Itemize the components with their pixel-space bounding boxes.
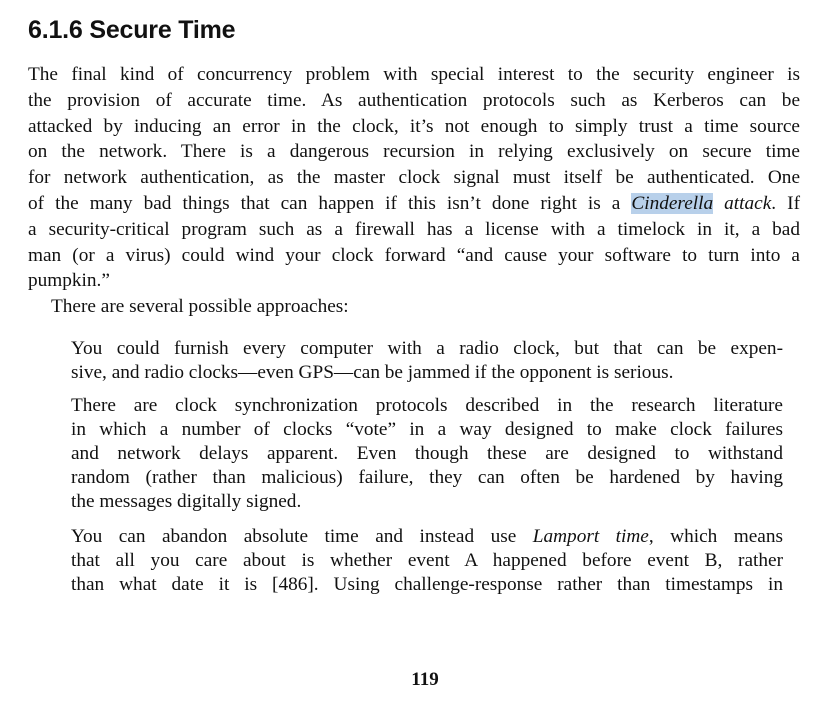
text-line: that all you care about is whether event A happened before event B, rather: [71, 550, 783, 571]
text-line: attacked by inducing an error in the clock, it’s not enough to simply trust a time source: [28, 115, 800, 137]
approach-item-radio-clock: [71, 337, 783, 385]
text-line: the provision of accurate time. As authentication protocols such as Kerberos can be: [28, 89, 800, 111]
italic-term-attack: attack: [713, 192, 772, 214]
text-line: and network delays apparent. Even though these are designed to withstand: [71, 443, 783, 464]
text-line: sive, and radio clocks—even GPS—can be jammed if the opponent is serious.: [71, 362, 674, 383]
section-heading: 6.1.6 Secure Time: [28, 16, 236, 44]
text-line: on the network. There is a dangerous recursion in relying exclusively on secure time: [28, 141, 800, 163]
text-fragment: . If: [771, 192, 801, 214]
text-fragment: of the many bad things that can happen if this isn’t done right is a: [28, 192, 632, 214]
approach-item-clock-sync: [71, 394, 783, 514]
text-line: You could furnish every computer with a radio clock, but that can be expen-: [71, 338, 783, 359]
text-line-with-italic: [71, 525, 783, 549]
text-line: The final kind of concurrency problem with special interest to the security engineer is: [28, 64, 800, 85]
italic-term-lamport-time: Lamport time: [532, 526, 649, 547]
paragraph-intro: There are several possible approaches:: [51, 296, 349, 317]
text-line: man (or a virus) could wind your clock forward “and cause your software to turn into a: [28, 244, 800, 266]
text-line: a security-critical program such as a firewall has a license with a timelock in it, a bad: [28, 218, 800, 240]
approach-item-lamport-time: [71, 525, 783, 597]
text-line-with-highlight: [28, 191, 800, 217]
text-line: than what date it is [486]. Using challenge-response rather than timestamps in: [71, 574, 783, 595]
highlighted-term-cinderella[interactable]: Cinderella: [631, 192, 714, 214]
paragraph-main: [28, 62, 800, 294]
text-line: for network authentication, as the master clock signal must itself be authenticated. One: [28, 167, 800, 189]
text-line: the messages digitally signed.: [71, 491, 302, 512]
text-line: in which a number of clocks “vote” in a way designed to make clock failures: [71, 419, 783, 440]
text-fragment: , which means: [648, 526, 783, 547]
text-line: pumpkin.”: [28, 270, 110, 292]
text-line: random (rather than malicious) failure, they can often be hardened by having: [71, 467, 783, 488]
text-fragment: You can abandon absolute time and instead use: [71, 526, 533, 547]
page-number: 119: [411, 669, 439, 690]
text-line: There are clock synchronization protocols described in the research literature: [71, 395, 783, 416]
